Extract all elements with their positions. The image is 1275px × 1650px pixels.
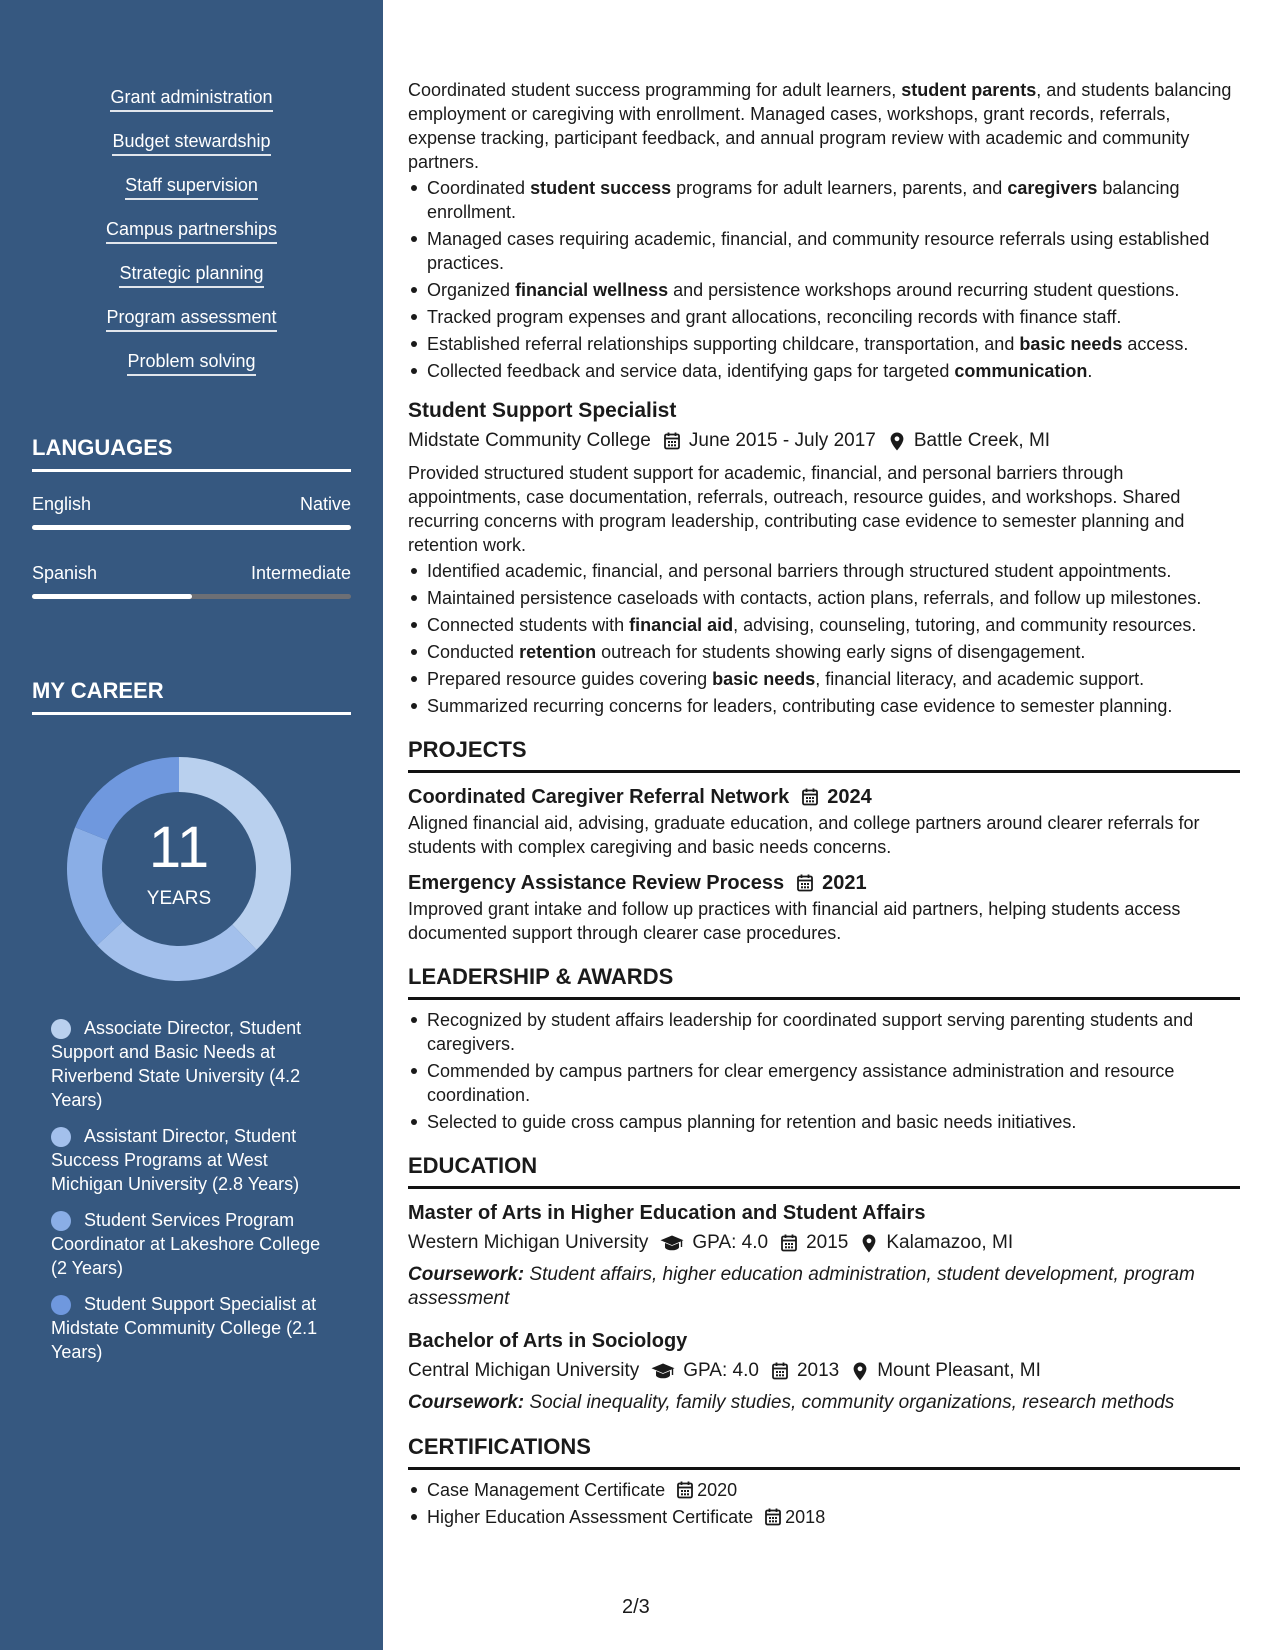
job-meta xyxy=(408,427,1240,455)
text-run: programs for adult learners, parents, and xyxy=(671,178,1008,198)
job-bullet xyxy=(408,694,1240,718)
certification-name: Higher Education Assessment Certificate xyxy=(427,1507,754,1527)
certification-name: Case Management Certificate xyxy=(427,1480,666,1500)
role-bullet xyxy=(408,332,1240,356)
text-run: Connected students with xyxy=(427,615,630,635)
skill-item: Problem solving xyxy=(127,350,255,376)
career-dot-icon xyxy=(51,1127,71,1147)
project-description: Improved grant intake and follow up practices with financial aid partners, helping students access documented support through clearer case procedures. xyxy=(408,899,1181,943)
calendar-icon xyxy=(677,1481,693,1499)
page-number: 2/3 xyxy=(622,1596,650,1618)
certifications-list xyxy=(408,1478,1240,1529)
location-pin-icon xyxy=(851,1361,869,1381)
graduation-year: 2015 xyxy=(806,1232,849,1253)
bold-keyword: communication xyxy=(954,361,1088,381)
awards-heading: LEADERSHIP & AWARDS xyxy=(408,963,1240,1000)
bold-keyword: caregivers xyxy=(1007,178,1098,198)
project-year: 2021 xyxy=(822,872,867,894)
role-bullet xyxy=(408,305,1240,329)
job-bullet xyxy=(408,586,1240,610)
job-bullet xyxy=(408,667,1240,691)
role-summary xyxy=(408,78,1240,174)
text-run: balancing enrollment. xyxy=(427,178,1180,222)
career-dot-icon xyxy=(51,1211,71,1231)
career-item-text: Student Services Program Coordinator at Lakeshore College (2 Years) xyxy=(51,1210,321,1278)
calendar-icon xyxy=(765,1508,781,1526)
text-run: outreach for students showing early signs of disengagement. xyxy=(596,642,1086,662)
career-donut-chart xyxy=(66,756,292,982)
language-bar-fill xyxy=(32,525,351,530)
job-title: Student Support Specialist xyxy=(408,399,677,422)
skill-item: Budget stewardship xyxy=(112,130,270,156)
career-item-text: Associate Director, Student Support and Basic Needs at Riverbend State University (4.2 Years) xyxy=(51,1018,302,1110)
text-run: Conducted xyxy=(427,642,520,662)
job-dates: June 2015 - July 2017 xyxy=(688,430,876,451)
coursework xyxy=(408,1391,1240,1415)
location-pin-icon xyxy=(888,431,906,451)
career-dot-icon xyxy=(51,1295,71,1315)
text-run: Tracked program expenses and grant allocations, reconciling records with finance staff. xyxy=(427,307,1122,327)
project-name: Emergency Assistance Review Process xyxy=(408,872,785,894)
text-run: Managed cases requiring academic, financial, and community resource referrals using established practices. xyxy=(427,229,1210,273)
graduation-cap-icon xyxy=(651,1361,675,1381)
coursework xyxy=(408,1263,1240,1311)
role-bullet xyxy=(408,227,1240,275)
certification-year: 2018 xyxy=(785,1507,826,1527)
text-run: Established referral relationships supporting childcare, transportation, and xyxy=(427,334,1020,354)
career-total-years: 11 xyxy=(148,815,210,880)
career-item xyxy=(51,1208,321,1280)
text-run: Collected feedback and service data, identifying gaps for targeted xyxy=(427,361,955,381)
text-run: access. xyxy=(1122,334,1189,354)
language-bar-fill xyxy=(32,594,192,599)
school-name: Western Michigan University xyxy=(408,1232,649,1253)
role-bullet xyxy=(408,278,1240,302)
text-run: , and students balancing employment or caregiving with enrollment. Managed cases, workshops, grant records, referrals, expense tracking, participant feedback, and annual program review with academic and community partners. xyxy=(408,80,1232,172)
project-description: Aligned financial aid, advising, graduate education, and college partners around clearer referrals for students with complex caregiving and basic needs concerns. xyxy=(408,813,1200,857)
text-run: . xyxy=(1087,361,1093,381)
calendar-icon xyxy=(801,787,819,807)
certification-item xyxy=(408,1478,1240,1502)
project-title xyxy=(408,869,1240,897)
text-run: and persistence workshops around recurring student questions. xyxy=(668,280,1180,300)
skill-item: Grant administration xyxy=(110,86,272,112)
project-year: 2024 xyxy=(827,786,872,808)
bold-keyword: financial aid xyxy=(629,615,734,635)
bold-keyword: student parents xyxy=(901,80,1037,100)
bold-keyword: financial wellness xyxy=(515,280,669,300)
text-run: Prepared resource guides covering xyxy=(427,669,713,689)
coursework-label: Coursework: xyxy=(408,1264,525,1285)
text-run: Coordinated student success programming for adult learners, xyxy=(408,80,902,100)
award-item: Recognized by student affairs leadership for coordinated support serving parenting students and caregivers. xyxy=(408,1008,1240,1056)
career-item-text: Student Support Specialist at Midstate Community College (2.1 Years) xyxy=(51,1294,318,1362)
degree-title: Master of Arts in Higher Education and Student Affairs xyxy=(408,1202,926,1224)
text-run: Identified academic, financial, and personal barriers through structured student appointments. xyxy=(427,561,1172,581)
skill-item: Staff supervision xyxy=(125,174,258,200)
bold-keyword: student success xyxy=(530,178,672,198)
calendar-icon xyxy=(771,1361,789,1381)
certification-item xyxy=(408,1505,1240,1529)
graduation-cap-icon xyxy=(660,1233,684,1253)
gpa: GPA: 4.0 xyxy=(692,1232,769,1253)
language-name: Spanish xyxy=(32,563,98,583)
job-summary: Provided structured student support for academic, financial, and personal barriers through appointments, case documentation, referrals, outreach, resource guides, and workshops. Shared recurring concerns with program leadership, contributing case evidence to semester planning and retention work. xyxy=(408,463,1185,555)
donut-segment xyxy=(97,921,256,981)
text-run: Maintained persistence caseloads with contacts, action plans, referrals, and follow up milestones. xyxy=(427,588,1202,608)
role-bullet xyxy=(408,359,1240,383)
award-item: Selected to guide cross campus planning for retention and basic needs initiatives. xyxy=(408,1110,1240,1134)
degree-title: Bachelor of Arts in Sociology xyxy=(408,1330,688,1352)
career-list xyxy=(51,1016,321,1376)
text-run: Summarized recurring concerns for leaders, contributing case evidence to semester planning. xyxy=(427,696,1173,716)
sidebar xyxy=(0,0,383,1650)
award-item: Commended by campus partners for clear emergency assistance administration and resource coordination. xyxy=(408,1059,1240,1107)
career-item xyxy=(51,1292,321,1364)
text-run: , financial literacy, and academic support. xyxy=(815,669,1145,689)
skills-list xyxy=(0,86,383,394)
language-english xyxy=(32,493,351,530)
education-meta xyxy=(408,1229,1240,1257)
awards-list xyxy=(408,1008,1240,1134)
job-location: Battle Creek, MI xyxy=(913,430,1051,451)
location-pin-icon xyxy=(860,1233,878,1253)
language-bar xyxy=(32,525,351,530)
calendar-icon xyxy=(663,431,681,451)
career-item-text: Assistant Director, Student Success Programs at West Michigan University (2.8 Years) xyxy=(51,1126,300,1194)
coursework-label: Coursework: xyxy=(408,1392,525,1413)
skill-item: Program assessment xyxy=(106,306,276,332)
bold-keyword: basic needs xyxy=(1019,334,1123,354)
calendar-icon xyxy=(796,873,814,893)
skill-item: Strategic planning xyxy=(119,262,263,288)
career-item xyxy=(51,1016,321,1112)
certification-year: 2020 xyxy=(697,1480,738,1500)
career-years-label: YEARS xyxy=(146,888,212,909)
role-bullet xyxy=(408,176,1240,224)
projects-heading: PROJECTS xyxy=(408,736,1240,773)
job-bullet xyxy=(408,640,1240,664)
certifications-heading: CERTIFICATIONS xyxy=(408,1433,1240,1470)
language-bar xyxy=(32,594,351,599)
project-name: Coordinated Caregiver Referral Network xyxy=(408,786,790,808)
gpa: GPA: 4.0 xyxy=(683,1360,759,1381)
school-location: Kalamazoo, MI xyxy=(886,1232,1014,1253)
school-location: Mount Pleasant, MI xyxy=(877,1360,1041,1381)
graduation-year: 2013 xyxy=(796,1360,840,1381)
job-bullet xyxy=(408,559,1240,583)
skill-item: Campus partnerships xyxy=(106,218,277,244)
main-content xyxy=(408,78,1240,1532)
bold-keyword: retention xyxy=(519,642,597,662)
language-level: Native xyxy=(299,494,351,514)
coursework-text: Social inequality, family studies, community organizations, research methods xyxy=(529,1392,1175,1413)
career-heading: MY CAREER xyxy=(32,678,351,715)
languages-heading: LANGUAGES xyxy=(32,435,351,472)
job-company: Midstate Community College xyxy=(408,430,651,451)
coursework-text: Student affairs, higher education administration, student development, program assessment xyxy=(408,1264,1195,1309)
education-heading: EDUCATION xyxy=(408,1152,1240,1189)
school-name: Central Michigan University xyxy=(408,1360,640,1381)
text-run: , advising, counseling, tutoring, and community resources. xyxy=(733,615,1197,635)
career-dot-icon xyxy=(51,1019,71,1039)
career-item xyxy=(51,1124,321,1196)
education-meta xyxy=(408,1357,1240,1385)
calendar-icon xyxy=(780,1233,798,1253)
text-run: Organized xyxy=(427,280,516,300)
language-spanish xyxy=(32,562,351,599)
language-name: English xyxy=(32,494,92,514)
bold-keyword: basic needs xyxy=(712,669,816,689)
language-level: Intermediate xyxy=(250,563,351,583)
job-bullet xyxy=(408,613,1240,637)
job-bullets xyxy=(408,559,1240,718)
project-title xyxy=(408,783,1240,811)
text-run: Coordinated xyxy=(427,178,531,198)
role-bullets xyxy=(408,176,1240,383)
